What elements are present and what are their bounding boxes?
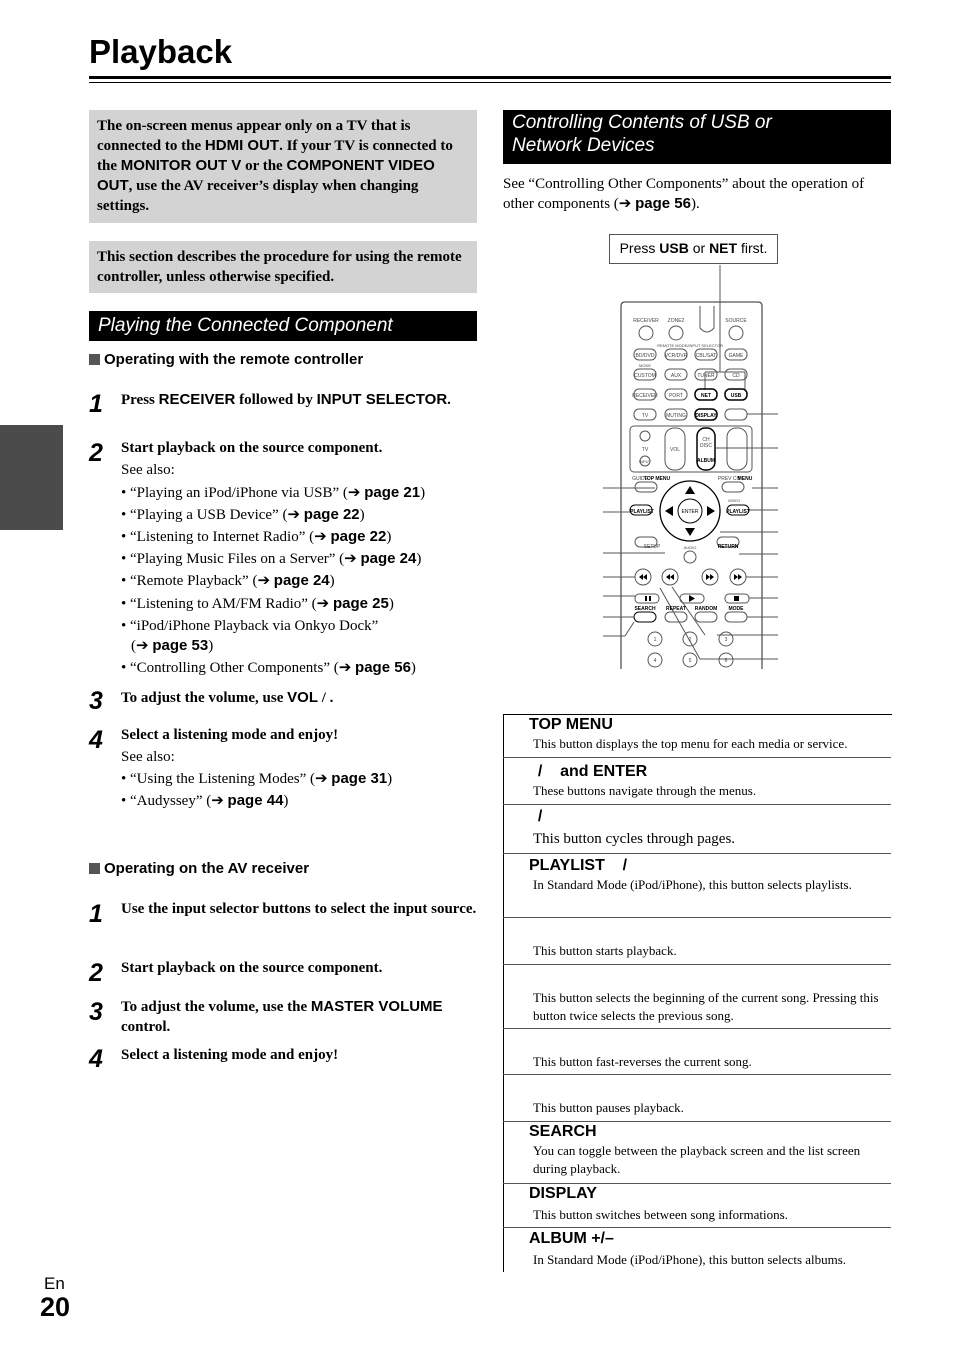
remote-label: AUX xyxy=(670,373,682,379)
title-rule xyxy=(89,76,891,79)
button-name xyxy=(529,920,891,940)
button-description: This button pauses playback. xyxy=(533,1100,684,1115)
row-divider xyxy=(503,917,891,918)
step-number: 2 xyxy=(89,959,103,987)
reference-item: • “Listening to AM/FM Radio” (➔ page 25) xyxy=(121,595,394,612)
next-icon xyxy=(734,574,738,580)
fast-forward-icon xyxy=(706,574,710,580)
remote-label: TV xyxy=(641,413,649,419)
step-text: Select a listening mode and enjoy! xyxy=(121,1047,339,1063)
remote-label: INPUT xyxy=(639,459,651,464)
button-description: You can toggle between the playback screen and the list screen during playback. xyxy=(533,1143,861,1176)
remote-label: CH xyxy=(702,437,710,443)
zone2-button xyxy=(669,326,683,340)
remote-label: DISPLAY xyxy=(695,413,717,419)
remote-label: 5 xyxy=(688,658,692,664)
remote-label: VOL xyxy=(669,447,681,453)
table-row xyxy=(529,1229,891,1269)
play-icon xyxy=(689,595,695,602)
square-bullet-icon xyxy=(89,354,100,365)
onscreen-note: The on-screen menus appear only on a TV that is connected to the HDMI OUT. If your TV is connected to the MONITOR OUT V or the COMPONENT VIDEO OUT, use the AV receiver’s display when changing settings. xyxy=(89,110,477,223)
remote-label: 1 xyxy=(653,637,657,643)
remote-label: VIDEO xyxy=(727,498,741,503)
title-rule-thin xyxy=(89,82,891,83)
page-title: Playback xyxy=(89,33,233,70)
reference-item: • “Playing Music Files on a Server” (➔ page 24) xyxy=(121,550,422,567)
remote-label: ZONE2 xyxy=(667,318,685,324)
stop-icon xyxy=(734,596,739,601)
remote-label: AUDIO xyxy=(683,545,697,550)
button-description: This button selects the beginning of the current song. Pressing this button twice selects the previous song. xyxy=(533,990,879,1023)
button-description: These buttons navigate through the menus. xyxy=(533,783,757,798)
button-name: SEARCH xyxy=(529,1123,597,1140)
step-number: 4 xyxy=(89,1045,103,1073)
remote-label: RANDOM xyxy=(694,606,718,612)
table-row xyxy=(529,807,891,851)
button-name xyxy=(529,1077,891,1097)
table-row xyxy=(529,1122,891,1178)
button-name: TOP MENU xyxy=(529,716,613,733)
see-also-label: See also: xyxy=(121,462,175,478)
row-divider xyxy=(503,853,891,854)
intro-text: See “Controlling Other Components” about the operation of other components (➔ page 56). xyxy=(503,176,865,212)
button-description: This button displays the top menu for each media or service. xyxy=(533,736,848,751)
callout-box: Press USB or NET first. xyxy=(609,234,778,264)
usb-network-heading: Controlling Contents of USB or Network Devices xyxy=(503,110,891,164)
button-name: ALBUM +/– xyxy=(529,1230,614,1247)
square-bullet-icon xyxy=(89,863,100,874)
remote-label: VCR/DVR xyxy=(664,353,688,359)
remote-label: 6 xyxy=(724,658,728,664)
row-divider xyxy=(503,1074,891,1075)
remote-label: RETURN xyxy=(717,544,739,550)
button-name xyxy=(529,1031,891,1051)
remote-illustration xyxy=(603,265,779,669)
table-row xyxy=(529,856,891,893)
remote-label: RECEIVER xyxy=(632,393,658,399)
remote-label: DISC xyxy=(700,443,712,449)
table-row xyxy=(529,762,891,800)
row-divider xyxy=(503,804,891,805)
step-number: 1 xyxy=(89,900,103,928)
button-name: / xyxy=(529,808,543,825)
remote-label: MODE xyxy=(639,363,651,368)
reference-item: • “Listening to Internet Radio” (➔ page 22) xyxy=(121,528,392,545)
table-row xyxy=(529,1031,891,1071)
step-text: Press RECEIVER followed by INPUT SELECTOR. xyxy=(121,391,451,408)
playing-heading: Playing the Connected Component xyxy=(89,311,477,341)
left-arrow-icon xyxy=(665,506,673,516)
row-divider xyxy=(503,757,891,758)
button-description: This button starts playback. xyxy=(533,943,677,958)
reference-item: • “Using the Listening Modes” (➔ page 31) xyxy=(121,770,393,787)
remote-label: TV xyxy=(641,447,649,453)
button-description: In Standard Mode (iPod/iPhone), this button selects playlists. xyxy=(533,877,852,892)
down-arrow-icon xyxy=(685,528,695,536)
side-tab xyxy=(0,425,63,530)
remote-label: REPEAT xyxy=(666,606,686,612)
remote-label: GAME xyxy=(728,353,744,359)
remote-label: SOURCE xyxy=(725,318,747,324)
search-button xyxy=(634,612,656,622)
row-divider xyxy=(503,1227,891,1228)
remote-label: TUNER xyxy=(697,373,715,379)
pause-icon xyxy=(645,596,647,601)
reference-item: • “Controlling Other Components” (➔ page 56) xyxy=(121,659,416,676)
remote-label: CUSTOM xyxy=(634,373,656,379)
right-arrow-icon xyxy=(707,506,715,516)
remote-label: PORT xyxy=(669,393,683,399)
step-number: 3 xyxy=(89,998,103,1026)
language-label: En xyxy=(44,1274,65,1293)
table-row xyxy=(529,1184,891,1224)
remote-label: TOP MENU xyxy=(643,476,671,482)
remote-label: PREV CH xyxy=(717,476,741,482)
reference-item: • “Audyssey” (➔ page 44) xyxy=(121,792,289,809)
step-text: Select a listening mode and enjoy! xyxy=(121,727,339,743)
av-receiver-subhead: Operating on the AV receiver xyxy=(89,860,309,877)
button-name: / and ENTER xyxy=(529,763,648,780)
remote-label: USB xyxy=(730,393,742,399)
step-text: To adjust the volume, use the MASTER VOLUME control. xyxy=(121,998,443,1035)
remote-subhead: Operating with the remote controller xyxy=(89,351,363,368)
remote-label: PLAYLIST xyxy=(726,509,750,515)
button-description: This button fast-reverses the current song. xyxy=(533,1054,752,1069)
up-arrow-icon xyxy=(685,486,695,494)
remote-label: ENTER xyxy=(681,509,699,515)
step-number: 1 xyxy=(89,390,103,418)
remote-ir-window xyxy=(700,306,714,332)
step-text: To adjust the volume, use VOL / . xyxy=(121,689,334,706)
button-name: DISPLAY xyxy=(529,1185,597,1202)
reference-item: • “Playing a USB Device” (➔ page 22) xyxy=(121,506,365,523)
remote-label: PLAYLIST xyxy=(630,509,654,515)
previous-icon xyxy=(639,574,643,580)
button-name xyxy=(529,967,891,987)
table-row xyxy=(529,1077,891,1117)
remote-label: MODE xyxy=(728,606,744,612)
remote-label: 4 xyxy=(653,658,657,664)
remote-label: SETUP xyxy=(643,544,661,550)
remote-label: CD xyxy=(732,373,740,379)
step-number: 2 xyxy=(89,439,103,467)
reference-item: • “Playing an iPod/iPhone via USB” (➔ page 21) xyxy=(121,484,426,501)
step-text: Start playback on the source component. xyxy=(121,960,383,976)
remote-label: 3 xyxy=(724,637,728,643)
button-description: In Standard Mode (iPod/iPhone), this button selects albums. xyxy=(533,1252,847,1267)
step-text: Use the input selector buttons to select the input source. xyxy=(121,901,477,917)
remote-label: NET xyxy=(701,393,711,399)
table-row xyxy=(529,967,891,1025)
remote-label: GUIDE xyxy=(632,476,648,482)
reference-item: • “iPod/iPhone Playback via Onkyo Dock” xyxy=(121,618,379,634)
button-description: This button cycles through pages. xyxy=(533,831,736,847)
remote-label: CBL/SAT xyxy=(695,353,717,359)
remote-label: RECEIVER xyxy=(633,318,659,324)
table-row xyxy=(529,920,891,960)
button-description: This button switches between song informations. xyxy=(533,1207,788,1222)
step-text: Start playback on the source component. xyxy=(121,440,383,456)
table-row xyxy=(529,715,891,753)
remote-label: MUTING xyxy=(666,413,686,419)
button-name: PLAYLIST / xyxy=(529,857,628,874)
remote-label: SEARCH xyxy=(634,606,656,612)
remote-label: ALBUM xyxy=(696,458,716,464)
remote-label: MENU xyxy=(737,476,753,482)
row-divider xyxy=(503,964,891,965)
row-divider xyxy=(503,1028,891,1029)
step-number: 3 xyxy=(89,687,103,715)
page-number: 20 xyxy=(40,1292,71,1322)
see-also-label: See also: xyxy=(121,749,175,765)
remote-label: REMOTE MODE/INPUT SELECTOR xyxy=(657,343,723,348)
section-note: This section describes the procedure for using the remote controller, unless otherwise specified. xyxy=(89,241,477,293)
remote-label: BD/DVD xyxy=(635,353,655,359)
remote-label: 2 xyxy=(688,637,692,643)
reference-item-cont: (➔ page 53) xyxy=(131,637,214,654)
rewind-icon xyxy=(666,574,670,580)
reference-item: • “Remote Playback” (➔ page 24) xyxy=(121,572,335,589)
source-power-button xyxy=(729,326,743,340)
receiver-power-button xyxy=(639,326,653,340)
step-number: 4 xyxy=(89,726,103,754)
